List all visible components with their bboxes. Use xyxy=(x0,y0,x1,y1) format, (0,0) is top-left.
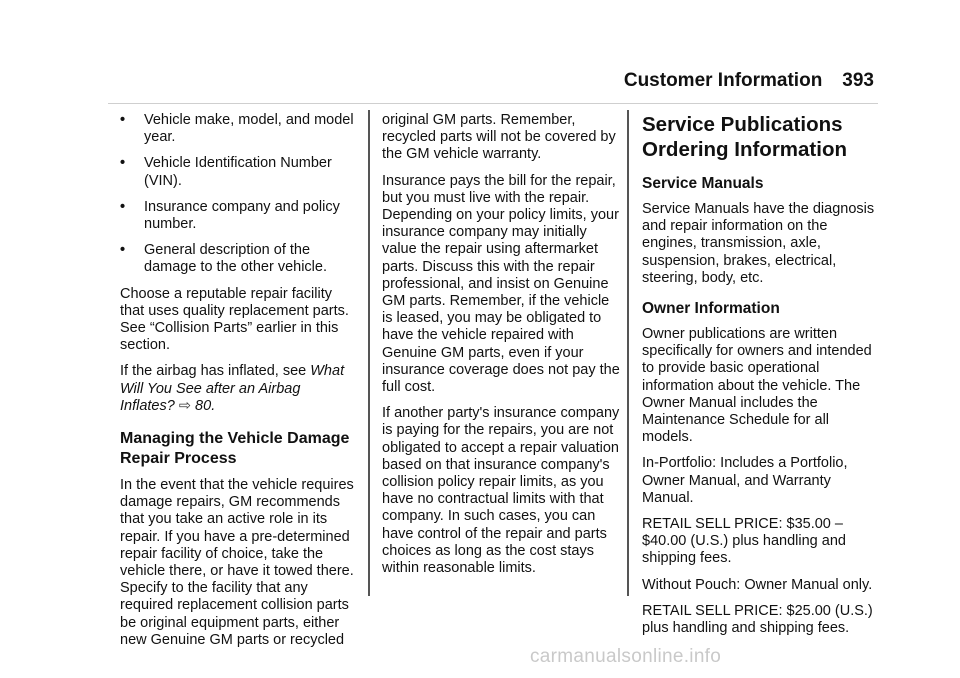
header-rule xyxy=(108,103,878,104)
airbag-lead-text: If the airbag has inflated, see xyxy=(120,363,311,380)
body-paragraph: In-Portfolio: Includes a Portfolio, Owner Manual, and Warranty Manual. xyxy=(642,455,848,506)
column-divider xyxy=(368,110,370,596)
body-paragraph: In the event that the vehicle requires damage repairs, GM recommends that you take an active role in its repair. If you have a pre-determined repair facility of choice, take the vehicle there, or have it towed there. Specify to the facility that any required replacement collision parts be original equipment parts, either new Genuine GM parts or recycled xyxy=(120,477,354,648)
page-section-title: Service Publications Ordering Information xyxy=(642,113,847,161)
cross-reference-page[interactable]: 80 xyxy=(195,397,212,414)
list-item xyxy=(120,112,358,146)
column-3 xyxy=(642,112,880,646)
bullet-icon: • xyxy=(120,198,126,215)
bullet-icon: • xyxy=(120,242,126,259)
page-number: 393 xyxy=(842,70,874,91)
list-item-text: Insurance company and policy number. xyxy=(144,198,340,233)
list-item xyxy=(120,155,358,189)
column-2 xyxy=(382,112,620,586)
list-item xyxy=(120,199,358,233)
cross-reference-link[interactable]: What Will You See after an Airbag Inflates? xyxy=(120,363,345,414)
section-heading: Managing the Vehicle Damage Repair Process xyxy=(120,430,350,468)
body-paragraph: Without Pouch: Owner Manual only. xyxy=(642,576,873,593)
body-paragraph: Choose a reputable repair facility that uses quality replacement parts. See “Collision Parts” earlier in this section. xyxy=(120,285,349,354)
price-paragraph: RETAIL SELL PRICE: $25.00 (U.S.) plus handling and shipping fees. xyxy=(642,602,873,637)
bullet-icon: • xyxy=(120,112,126,128)
bullet-icon: • xyxy=(120,155,126,172)
column-divider xyxy=(627,110,629,596)
body-paragraph: Insurance pays the bill for the repair, but you must live with the repair. Depending on your policy limits, your insurance company may initially value the repair using aftermarket parts. Discuss this with the repair professional, and insist on Genuine GM parts. Remember, if the vehicle is leased, you may be obligated to have the vehicle repaired with Genuine GM parts, even if your insurance coverage does not pay the full cost. xyxy=(382,172,620,396)
body-paragraph: If another party's insurance company is paying for the repairs, you are not obligated to accept a repair valuation based on that insurance company's collision policy repair limits, as you have no contractual limits with that company. In such cases, you can have control of the repair and parts choices as long as the cost stays within reasonable limits. xyxy=(382,405,620,577)
list-item xyxy=(120,242,358,276)
list-item-text: General description of the damage to the other vehicle. xyxy=(144,242,327,276)
airbag-paragraph: If the airbag has inflated, see What Will You See after an Airbag Inflates? ⇨ 80. xyxy=(120,363,345,414)
section-title: Customer Information xyxy=(623,70,823,91)
page-header xyxy=(624,70,874,92)
list-item-text: Vehicle Identification Number (VIN). xyxy=(144,155,332,189)
page-arrow-icon: ⇨ xyxy=(178,397,192,414)
body-paragraph: Service Manuals have the diagnosis and repair information on the engines, transmission, axle, suspension, brakes, electrical, steering, body, etc. xyxy=(642,201,875,286)
subsection-heading-owner: Owner Information xyxy=(642,300,780,318)
subsection-heading-service: Service Manuals xyxy=(642,175,764,192)
column-1 xyxy=(120,112,358,658)
body-paragraph: Owner publications are written specifically for owners and intended to provide basic operational information about the vehicle. The Owner Manual includes the Maintenance Schedule for all models. xyxy=(642,326,872,446)
price-paragraph: RETAIL SELL PRICE: $35.00 – $40.00 (U.S.) plus handling and shipping fees. xyxy=(642,516,846,567)
list-item-text: Vehicle make, model, and model year. xyxy=(144,112,354,146)
body-paragraph: original GM parts. Remember, recycled parts will not be covered by the GM vehicle warranty. xyxy=(382,112,616,163)
watermark-text: carmanualsonline.info xyxy=(530,646,722,667)
